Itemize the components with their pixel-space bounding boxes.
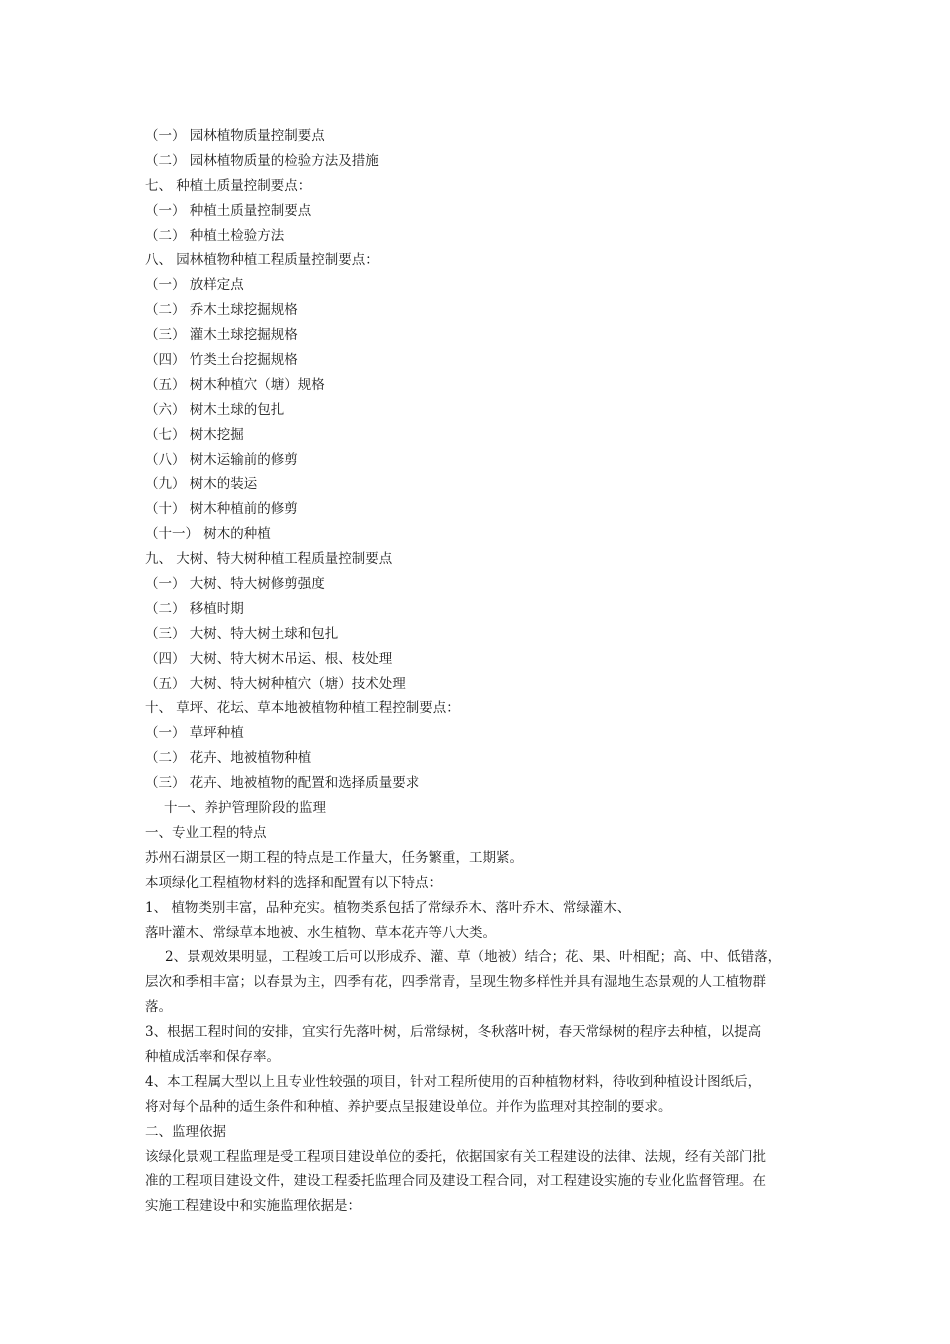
paragraph-line: 将对每个品种的适生条件和种植、养护要点呈报建设单位。并作为监理对其控制的要求。 [145,1098,672,1115]
paragraph-line: 1、 植物类别丰富，品种充实。植物类系包括了常绿乔木、落叶乔木、常绿灌木、 [145,899,631,916]
paragraph-line: 4、本工程属大型以上且专业性较强的项目，针对工程所使用的百种植物材料，待收到种植设计图纸后， [145,1073,762,1090]
paragraph-line: 苏州石湖景区一期工程的特点是工作量大，任务繁重，工期紧。 [145,849,523,866]
outline-item: （六） 树木土球的包扎 [145,401,285,418]
paragraph-line: 2、景观效果明显，工程竣工后可以形成乔、灌、草（地被）结合；花、果、叶相配；高、中、低错落， [165,949,782,966]
paragraph-line: 本项绿化工程植物材料的选择和配置有以下特点： [145,874,442,891]
outline-item: （九） 树木的装运 [145,476,258,493]
document-body [145,124,825,1219]
outline-item: （五） 大树、特大树种植穴（塘）技术处理 [145,675,406,692]
paragraph-line: 该绿化景观工程监理是受工程项目建设单位的委托，依据国家有关工程建设的法律、法规，经有关部门批 [145,1148,766,1165]
outline-item: （一） 草坪种植 [145,725,244,742]
section-heading: 七、 种植土质量控制要点： [145,177,312,194]
outline-item: （三） 花卉、地被植物的配置和选择质量要求 [145,775,420,792]
outline-item: （三） 大树、特大树土球和包扎 [145,625,339,642]
outline-item: （二） 移植时期 [145,600,244,617]
section-heading: 十、 草坪、花坛、草本地被植物种植工程控制要点： [145,700,460,717]
outline-item: （七） 树木挖掘 [145,426,244,443]
outline-item: （一） 放样定点 [145,277,244,294]
section-heading: 九、 大树、特大树种植工程质量控制要点 [145,551,393,568]
outline-item: （四） 竹类土台挖掘规格 [145,352,298,369]
paragraph-line: 种植成活率和保存率。 [145,1048,280,1065]
paragraph-line: 落。 [145,999,172,1016]
outline-item: （一） 大树、特大树修剪强度 [145,576,325,593]
outline-item: （八） 树木运输前的修剪 [145,451,298,468]
subsection-heading: 二、监理依据 [145,1123,226,1140]
outline-item: （二） 花卉、地被植物种植 [145,750,312,767]
subsection-heading: 一、专业工程的特点 [145,824,267,841]
outline-item: （一） 园林植物质量控制要点 [145,128,325,144]
outline-item: （二） 乔木土球挖掘规格 [145,302,298,319]
outline-item: （二） 园林植物质量的检验方法及措施 [145,152,379,169]
paragraph-line: 落叶灌木、常绿草本地被、水生植物、草本花卉等八大类。 [145,924,496,941]
section-heading: 八、 园林植物种植工程质量控制要点： [145,252,379,269]
paragraph-line: 准的工程项目建设文件，建设工程委托监理合同及建设工程合同，对工程建设实施的专业化监督管理。在 [145,1173,766,1190]
outline-item: （二） 种植土检验方法 [145,227,285,244]
outline-item: （五） 树木种植穴（塘）规格 [145,376,325,393]
paragraph-line: 层次和季相丰富；以春景为主，四季有花，四季常青，呈现生物多样性并具有湿地生态景观的人工植物群 [145,974,766,991]
outline-item: （十） 树木种植前的修剪 [145,501,298,518]
outline-item: （三） 灌木土球挖掘规格 [145,327,298,344]
outline-item: （十一） 树木的种植 [145,526,271,543]
paragraph-line: 3、根据工程时间的安排，宜实行先落叶树，后常绿树，冬秋落叶树，春天常绿树的程序去种植，以提高 [145,1024,762,1041]
outline-item: （一） 种植土质量控制要点 [145,202,312,219]
section-heading: 十一、养护管理阶段的监理 [164,800,326,817]
outline-item: （四） 大树、特大树木吊运、根、枝处理 [145,650,393,667]
paragraph-line: 实施工程建设中和实施监理依据是： [145,1198,361,1215]
